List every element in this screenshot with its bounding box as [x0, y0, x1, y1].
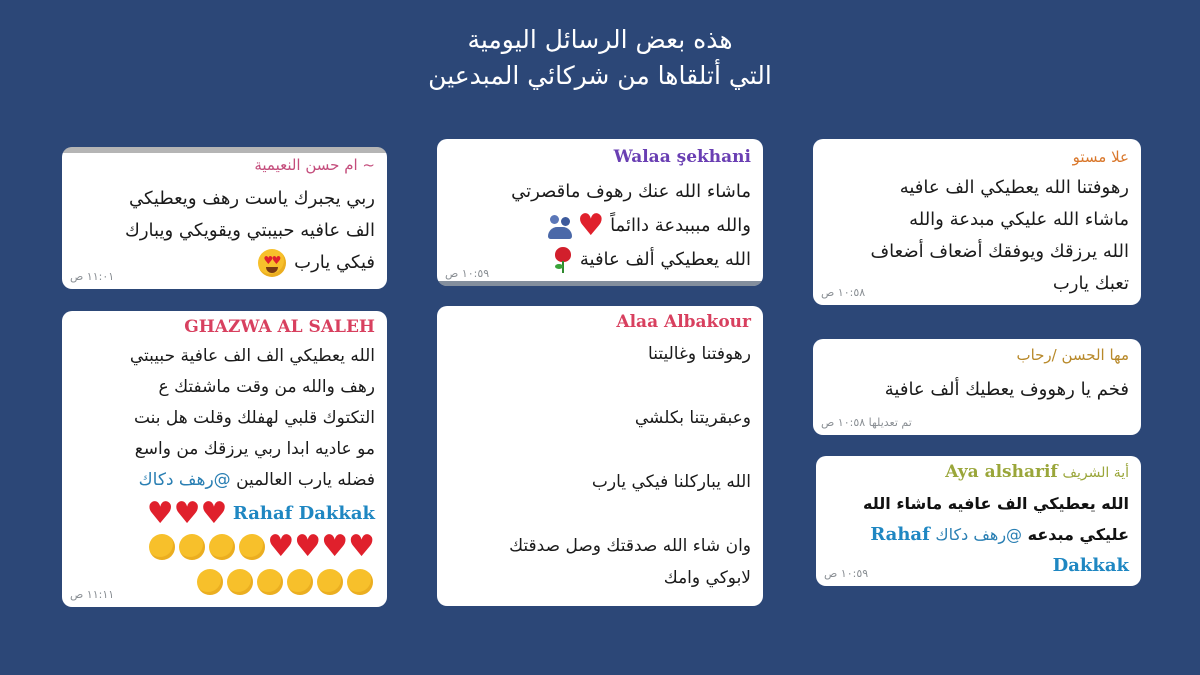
- mention-name[interactable]: Dakkak: [1052, 555, 1129, 576]
- heart-eye-left-icon: ♥: [263, 254, 274, 267]
- kissing-face-icon: [149, 534, 175, 560]
- message-line-blank: [449, 498, 751, 530]
- message-line: تعبك يارب: [1052, 273, 1129, 294]
- kissing-face-icon: [257, 569, 283, 595]
- card-top-edge: [62, 147, 387, 153]
- message-time: تم تعديلها ١٠:٥٨ ص: [821, 416, 912, 429]
- kissing-face-icon: [347, 569, 373, 595]
- message-time: ١٠:٥٩ ص: [445, 267, 490, 280]
- message-body: [449, 338, 751, 594]
- sender-name: GHAZWA AL SALEH: [184, 317, 375, 337]
- people-hugging-icon: [548, 213, 572, 239]
- sender-name: Walaa şekhani: [613, 147, 751, 167]
- sender-name: Alaa Albakour: [616, 312, 751, 332]
- message-card-alaa[interactable]: [437, 306, 763, 606]
- red-heart-icon: ♥: [321, 529, 349, 564]
- heart-eyes-emoji-icon: [258, 249, 286, 277]
- message-line: عليكي مبدعه: [1027, 525, 1129, 544]
- message-line-blank: [449, 434, 751, 466]
- message-line: مو عاديه ابدا ربي يرزقك من واسع: [134, 439, 375, 459]
- message-line-with-emoji: [449, 209, 751, 243]
- message-line: فيكي يارب: [294, 252, 375, 273]
- sender-name: ~ ام حسن النعيمية: [254, 156, 375, 174]
- rose-icon: [552, 246, 574, 274]
- message-line: الف عافيه حبيبتي ويقويكي ويبارك: [125, 220, 375, 241]
- message-card-walaa[interactable]: [437, 139, 763, 286]
- message-time: ١٠:٥٨ ص: [821, 286, 866, 299]
- message-body: [828, 488, 1129, 581]
- message-line: فخم يا رهووف يعطيك ألف عافية: [884, 379, 1129, 400]
- message-line: الله يباركلنا فيكي يارب: [591, 472, 751, 492]
- heart-eye-right-icon: ♥: [271, 254, 282, 267]
- sender-name-arabic: أية الشريف: [1062, 465, 1129, 481]
- message-body: [449, 175, 751, 277]
- kissing-face-icon: [317, 569, 343, 595]
- message-line: لابوكي وامك: [663, 568, 751, 588]
- mention-name[interactable]: Rahaf Dakkak: [232, 503, 375, 524]
- kissing-face-icon: [209, 534, 235, 560]
- message-card-maha[interactable]: [813, 339, 1141, 435]
- red-heart-icon: ♥: [267, 529, 295, 564]
- mention-link[interactable]: @رهف دكاك: [935, 525, 1023, 544]
- mouth-icon: [266, 267, 278, 273]
- kissing-face-icon: [179, 534, 205, 560]
- red-heart-icon: ♥: [200, 496, 228, 531]
- sender-name: مها الحسن /رحاب: [1016, 346, 1129, 364]
- message-body: [74, 341, 375, 598]
- mention-name[interactable]: Rahaf: [870, 524, 930, 545]
- message-time: ١١:٠١ ص: [70, 270, 115, 283]
- message-line-with-emoji: [449, 243, 751, 277]
- red-heart-icon: ♥: [348, 529, 375, 564]
- message-line-with-mention: [74, 465, 375, 496]
- kissing-face-icon: [287, 569, 313, 595]
- message-line: رهوفتنا وغاليتنا: [648, 344, 751, 364]
- kissing-face-icon: [227, 569, 253, 595]
- sender-name: علا مستو: [1072, 148, 1129, 166]
- card-bottom-edge: [437, 281, 763, 286]
- message-line: وعبقريتنا بكلشي: [634, 408, 751, 428]
- emoji-row: [74, 567, 375, 598]
- message-line: الله يرزقك ويوفقك أضعاف أضعاف: [870, 241, 1129, 262]
- message-card-aya[interactable]: [816, 456, 1141, 586]
- message-line: وان شاء الله صدقتك وصل صدقتك: [509, 536, 751, 556]
- message-time: ١٠:٥٩ ص: [824, 567, 869, 580]
- message-body: [825, 172, 1129, 300]
- sender-row: [945, 462, 1129, 482]
- message-line-with-mention: [828, 519, 1129, 550]
- message-line: ماشاء الله عليكي مبدعة والله: [909, 209, 1129, 230]
- red-heart-icon: ♥: [294, 529, 322, 564]
- message-card-ghazwa[interactable]: [62, 311, 387, 607]
- kissing-face-icon: [197, 569, 223, 595]
- message-line: والله مبببدعة داائماً: [610, 215, 751, 236]
- mention-row: [74, 498, 375, 530]
- header-line-1: هذه بعض الرسائل اليومية: [467, 25, 733, 54]
- message-card-umhassan[interactable]: [62, 147, 387, 289]
- message-line: فضله يارب العالمين: [236, 470, 375, 490]
- header: [0, 22, 1200, 94]
- message-line: ماشاء الله عنك رهوف ماقصرتي: [511, 181, 751, 202]
- message-line: الله يعطيكي الف الف عافية حبيبتي: [129, 346, 375, 366]
- message-time: ١١:١١ ص: [70, 588, 115, 601]
- message-line-with-emoji: [74, 247, 375, 279]
- message-body: [74, 183, 375, 279]
- sender-name-latin: Aya alsharif: [945, 462, 1058, 482]
- message-line: رهف والله من وقت ماشفتك ع: [158, 377, 375, 397]
- header-line-2: التي أتلقاها من شركائي المبدعين: [428, 61, 772, 90]
- emoji-row: [74, 529, 375, 564]
- red-heart-icon: ♥: [173, 496, 201, 531]
- message-line: ربي يجبرك ياست رهف ويعطيكي: [128, 188, 375, 209]
- message-line: التكتوك قلبي لهفلك وقلت هل بنت: [133, 408, 375, 428]
- red-heart-icon: ♥: [146, 496, 174, 531]
- message-line-blank: [449, 370, 751, 402]
- mention-link[interactable]: @رهف دكاك: [138, 470, 231, 490]
- message-body: [825, 373, 1129, 407]
- message-line: الله يعطيكي ألف عافية: [579, 249, 751, 270]
- mention-row: [828, 550, 1129, 581]
- kissing-face-icon: [239, 534, 265, 560]
- message-line: رهوفتنا الله يعطيكي الف عافيه: [899, 177, 1129, 198]
- message-line: الله يعطيكي الف عافيه ماشاء الله: [863, 494, 1129, 513]
- red-heart-icon: ♥: [577, 208, 605, 243]
- message-card-ola[interactable]: [813, 139, 1141, 305]
